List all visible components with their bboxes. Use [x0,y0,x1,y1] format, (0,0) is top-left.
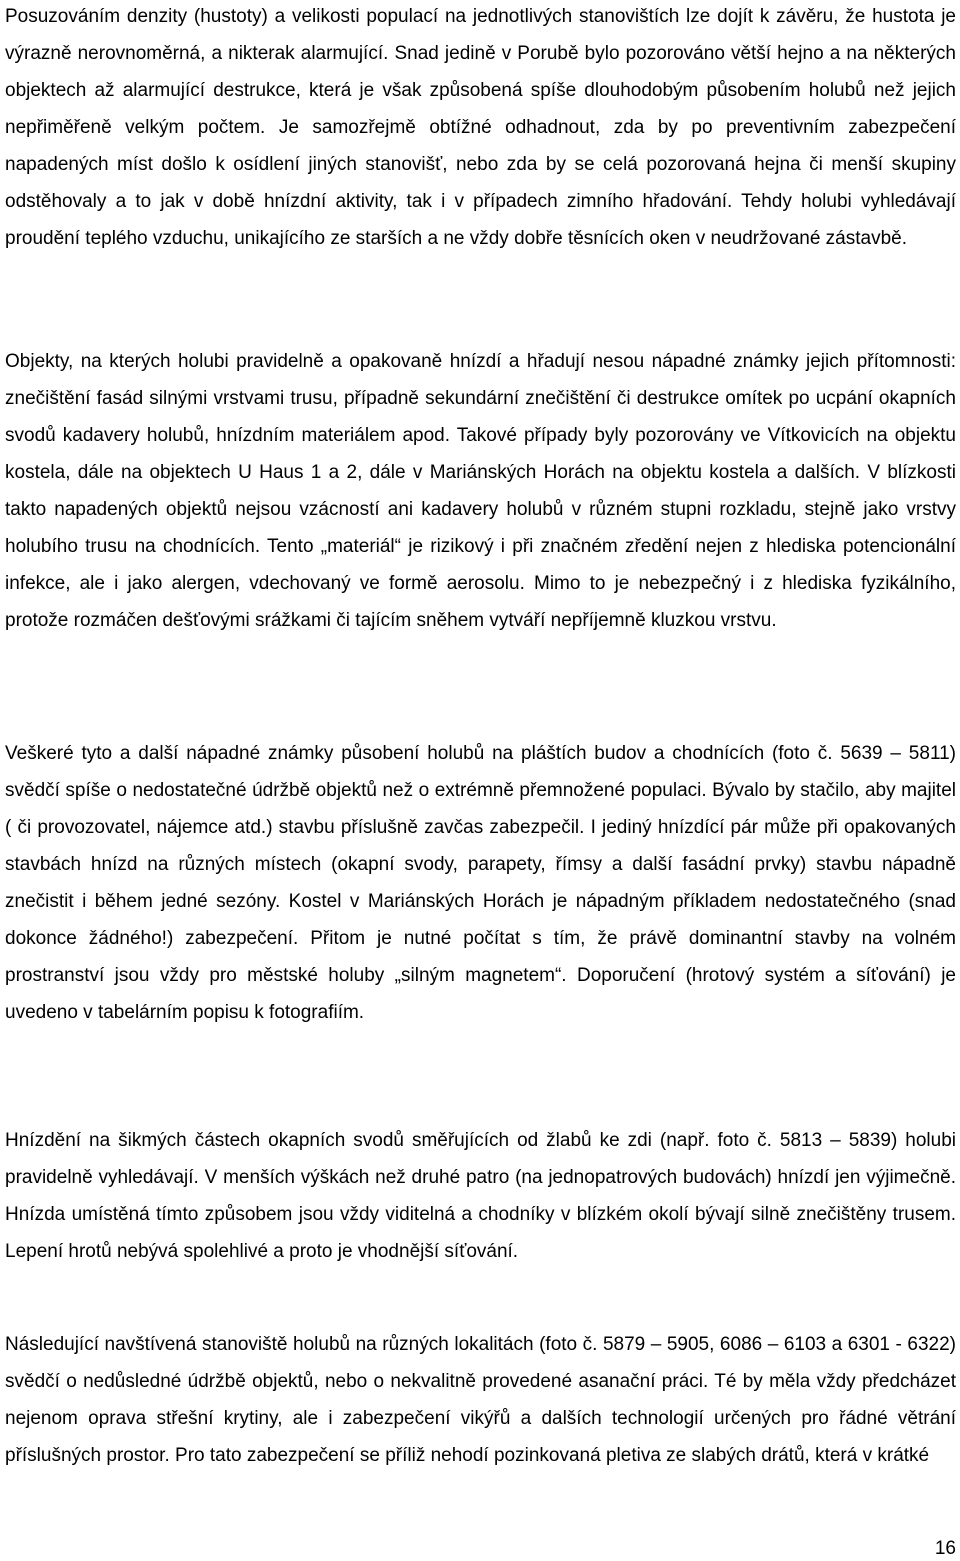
paragraph-maintenance-signs: Veškeré tyto a další nápadné známky působení holubů na pláštích budov a chodnících (foto č. 5639 – 5811) svědčí spíše o nedostatečné údržbě objektů než o extrémně přemnožené populaci. Bývalo by stačilo, aby majitel ( či provozovatel, nájemce atd.) stavbu příslušně zavčas zabezpečil. I jediný hnízdící pár může při opakovaných stavbách hnízd na různých místech (okapní svody, parapety, římsy a další fasádní prvky) stavbu nápadně znečistit i během jedné sezóny. Kostel v Mariánských Horách je nápadným příkladem nedostatečného (snad dokonce žádného!) zabezpečení. Přitom je nutné počítat s tím, že právě dominantní stavby na volném prostranství jsou vždy pro městské holuby „silným magnetem“. Doporučení (hrotový systém a síťování) je uvedeno v tabelárním popisu k fotografiím. [5,743,956,1023]
paragraph-infested-buildings: Objekty, na kterých holubi pravidelně a opakovaně hnízdí a hřadují nesou nápadné známky jejich přítomnosti: znečištění fasád silnými vrstvami trusu, případně sekundární znečištění či destrukce omítek po ucpání okapních svodů kadavery holubů, hnízdním materiálem apod. Takové případy byly pozorovány ve Vítkovicích na objektu kostela, dále na objektech U Haus 1 a 2, dále v Mariánských Horách na objektu kostela a dalších. V blízkosti takto napadených objektů nejsou vzácností ani kadavery holubů v různém stupni rozkladu, stejně jako vrstvy holubího trusu na chodnících. Tento „materiál“ je rizikový i při značném zředění nejen z hlediska potencionální infekce, ale i jako alergen, vdechovaný ve formě aerosolu. Mimo to je nebezpečný i z hlediska fyzikálního, protože rozmáčen dešťovými srážkami či tajícím sněhem vytváří nepříjemně kluzkou vrstvu. [5,351,956,631]
paragraph-visited-sites: Následující navštívená stanoviště holubů na různých lokalitách (foto č. 5879 – 5905, 6086 – 6103 a 6301 - 6322) svědčí o nedůsledné údržbě objektů, nebo o nekvalitně provedené asanační práci. Té by měla vždy předcházet nejenom oprava střešní krytiny, ale i zabezpečení vikýřů a dalších technologií určených pro řádné větrání příslušných prostor. Pro tato zabezpečení se příliž nehodí pozinkovaná pletiva ze slabých drátů, která v krátké [5,1334,956,1466]
page-number: 16 [934,1538,956,1559]
paragraph-population-density: Posuzováním denzity (hustoty) a velikosti populací na jednotlivých stanovištích lze dojít k závěru, že hustota je výrazně nerovnoměrná, a nikterak alarmující. Snad jedině v Porubě bylo pozorováno větší hejno a na některých objektech až alarmující destrukce, která je však způsobená spíše dlouhodobým působením holubů než jejich nepřiměřeně velkým počtem. Je samozřejmě obtížné odhadnout, zda by po preventivním zabezpečení napadených míst došlo k osídlení jiných stanovišť, nebo zda by se celá pozorovaná hejna či menší skupiny odstěhovaly a to jak v době hnízdní aktivity, tak i v případech zimního hřadování. Tehdy holubi vyhledávají proudění teplého vzduchu, unikajícího ze starších a ne vždy dobře těsnících oken v neudržované zástavbě. [5,6,956,249]
paragraph-drainpipe-nesting: Hnízdění na šikmých částech okapních svodů směřujících od žlabů ke zdi (např. foto č. 5813 – 5839) holubi pravidelně vyhledávají. V menších výškách než druhé patro (na jednopatrových budovách) hnízdí jen výjimečně. Hnízda umístěná tímto způsobem jsou vždy viditelná a chodníky v blízkém okolí bývají silně znečištěny trusem. Lepení hrotů nebývá spolehlivé a proto je vhodnější síťování. [5,1130,956,1262]
